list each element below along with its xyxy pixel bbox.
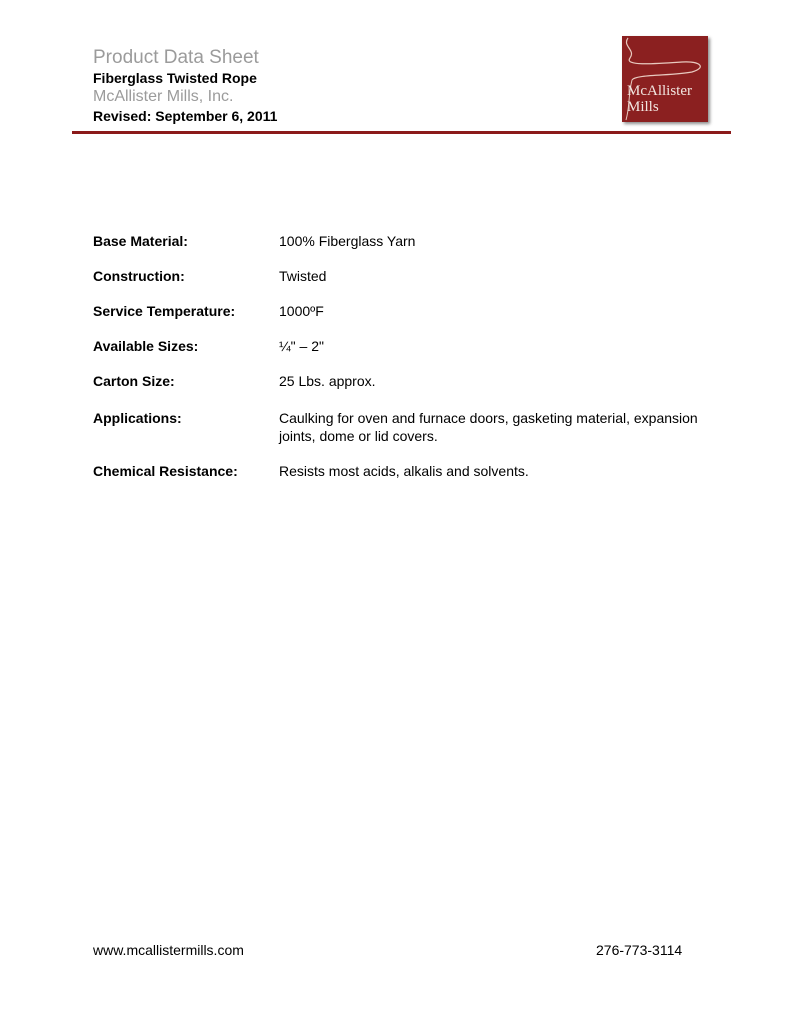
spec-value: Twisted bbox=[279, 268, 327, 284]
footer-phone: 276-773-3114 bbox=[596, 942, 683, 958]
spec-table bbox=[93, 232, 713, 497]
logo-text bbox=[627, 83, 692, 115]
product-name: Fiberglass Twisted Rope bbox=[93, 70, 257, 86]
spec-row-construction bbox=[93, 267, 713, 285]
spec-row-service-temperature bbox=[93, 302, 713, 320]
spec-value: 1000ºF bbox=[279, 303, 324, 319]
spec-row-available-sizes bbox=[93, 337, 713, 355]
spec-value: Resists most acids, alkalis and solvents. bbox=[279, 463, 529, 479]
document-header bbox=[93, 46, 613, 125]
spec-row-base-material bbox=[93, 232, 713, 250]
spec-value: 25 Lbs. approx. bbox=[279, 373, 376, 389]
spec-label: Applications: bbox=[93, 410, 182, 426]
spec-label: Base Material: bbox=[93, 233, 188, 249]
spec-row-chemical-resistance bbox=[93, 462, 713, 480]
revision-date: Revised: September 6, 2011 bbox=[93, 108, 278, 124]
logo-line-2: Mills bbox=[627, 99, 659, 115]
spec-value: 100% Fiberglass Yarn bbox=[279, 233, 416, 249]
spec-value: ¼" – 2" bbox=[279, 338, 324, 354]
footer-website: www.mcallistermills.com bbox=[93, 942, 244, 958]
spec-row-carton-size bbox=[93, 372, 713, 390]
spec-label: Service Temperature: bbox=[93, 303, 236, 319]
spec-label: Carton Size: bbox=[93, 373, 175, 389]
spec-value: Caulking for oven and furnace doors, gasketing material, expansion joints, dome or lid covers. bbox=[279, 410, 698, 444]
company-logo bbox=[622, 36, 708, 122]
spec-label: Construction: bbox=[93, 268, 185, 284]
logo-line-1: McAllister bbox=[627, 83, 692, 99]
company-name: McAllister Mills, Inc. bbox=[93, 88, 234, 105]
header-divider bbox=[72, 131, 731, 134]
spec-row-applications bbox=[93, 409, 713, 445]
spec-label: Chemical Resistance: bbox=[93, 463, 238, 479]
document-type: Product Data Sheet bbox=[93, 47, 259, 68]
spec-label: Available Sizes: bbox=[93, 338, 199, 354]
